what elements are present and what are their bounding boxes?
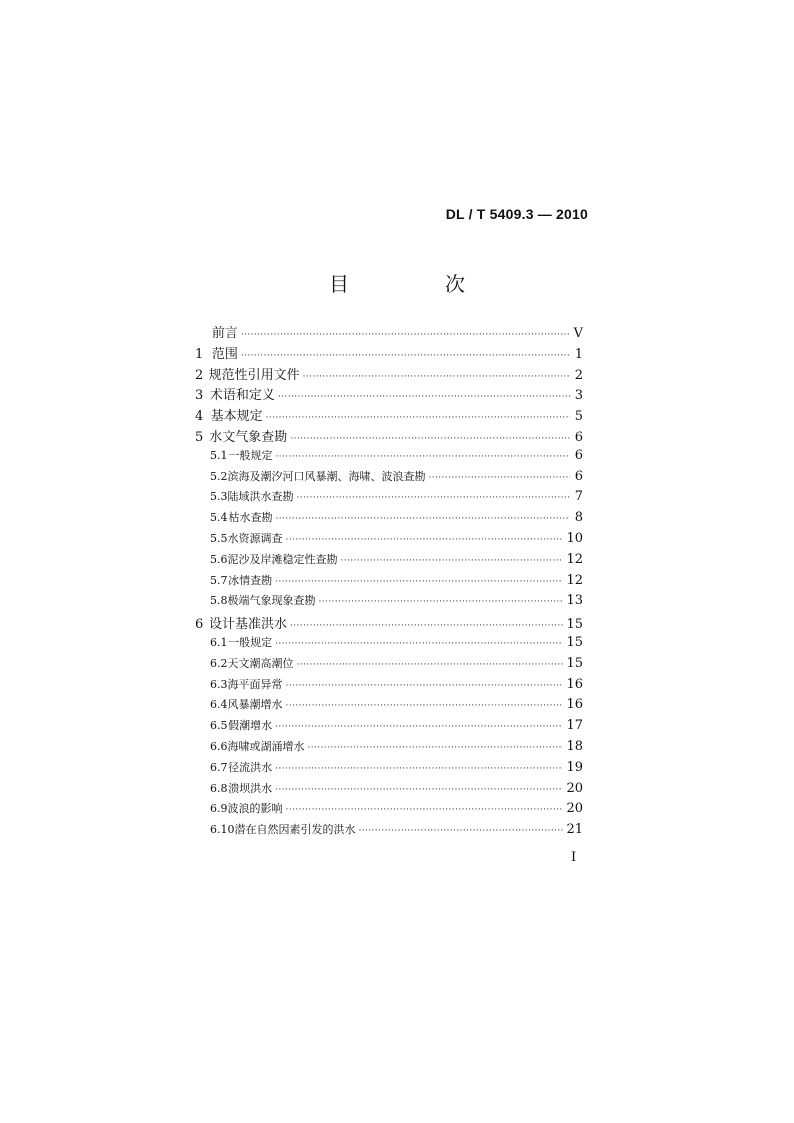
toc-entry-title: 泥沙及岸滩稳定性查勘 [227, 552, 338, 566]
toc-entry[interactable] [195, 759, 583, 780]
toc-entry-title: 规范性引用文件 [208, 367, 300, 383]
toc-leader-dots [286, 701, 564, 711]
toc-leader-dots [290, 621, 563, 631]
toc-entry[interactable] [195, 468, 583, 489]
toc-entry-page: 6 [574, 468, 583, 484]
toc-entry-number: 5.6 [210, 552, 228, 566]
toc-entry-number: 5.7 [210, 573, 228, 587]
toc-entry[interactable] [195, 509, 583, 530]
toc-entry-title: 极端气象现象查勘 [227, 594, 316, 608]
toc-entry[interactable] [195, 655, 583, 676]
toc-entry-title: 冰情查勘 [228, 573, 273, 587]
toc-leader-dots [341, 556, 564, 566]
toc-entry-page: 17 [566, 718, 583, 734]
toc-entry-page: 2 [574, 367, 583, 383]
toc-leader-dots [275, 785, 563, 795]
toc-leader-dots [275, 514, 570, 524]
toc-entry-page: 15 [566, 634, 583, 650]
toc-entry-number: 6.1 [210, 635, 228, 649]
toc-entry-number: 6.4 [210, 698, 228, 712]
toc-entry[interactable] [195, 821, 583, 842]
toc-entry[interactable] [195, 488, 583, 509]
toc-entry-number: 5.2 [210, 469, 228, 483]
toc-entry-number: 5.3 [210, 490, 228, 504]
toc-entry[interactable] [195, 780, 583, 801]
toc-entry[interactable] [195, 592, 583, 613]
toc-entry-title: 术语和定义 [209, 388, 275, 404]
toc-entry-page: 10 [566, 530, 583, 546]
toc-entry-page: 15 [566, 655, 583, 671]
toc-entry-page: 21 [566, 822, 583, 838]
toc-entry-title: 天文潮高潮位 [227, 656, 294, 670]
toc-entry-page: 15 [566, 617, 583, 633]
toc-entry[interactable] [195, 613, 583, 634]
toc-entry-number: 6.6 [210, 739, 228, 753]
toc-entry-title: 滨海及潮汐河口风暴潮、海啸、波浪查勘 [227, 469, 426, 483]
toc-leader-dots [286, 681, 564, 691]
toc-entry-title: 基本规定 [210, 409, 263, 425]
toc-entry[interactable] [195, 384, 583, 405]
toc-leader-dots [241, 351, 570, 361]
toc-entry[interactable] [195, 738, 583, 759]
toc-leader-dots [275, 764, 563, 774]
table-of-contents [195, 322, 583, 842]
toc-entry-title: 风暴潮增水 [227, 698, 283, 712]
toc-entry-title: 海平面异常 [227, 677, 283, 691]
toc-entry[interactable] [195, 426, 583, 447]
toc-entry[interactable] [195, 717, 583, 738]
toc-entry-title: 范围 [211, 346, 238, 362]
toc-entry-title: 径流洪水 [228, 760, 273, 774]
toc-entry-number: 5.4 [210, 511, 228, 525]
toc-entry-title: 潜在自然因素引发的洪水 [234, 823, 356, 837]
toc-leader-dots [297, 493, 571, 503]
toc-entry[interactable] [195, 551, 583, 572]
toc-leader-dots [359, 826, 564, 836]
toc-entry-number: 5.5 [210, 531, 228, 545]
toc-entry-number: 6.3 [210, 677, 228, 691]
toc-entry[interactable] [195, 696, 583, 717]
toc-leader-dots [319, 597, 564, 607]
toc-entry-title: 海啸或湖涌增水 [227, 739, 305, 753]
toc-entry[interactable] [195, 322, 583, 343]
toc-leader-dots [275, 639, 563, 649]
toc-entry-page: 12 [566, 551, 583, 567]
toc-entry-page: 20 [566, 780, 583, 796]
toc-entry-number: 5.8 [210, 594, 228, 608]
toc-entry-title: 陆域洪水查勘 [227, 490, 294, 504]
toc-entry-number: 1 [195, 346, 204, 362]
toc-leader-dots [303, 372, 570, 382]
toc-entry-page: 7 [574, 489, 583, 505]
toc-entry-number: 6 [195, 617, 204, 633]
toc-entry-page: 12 [566, 572, 583, 588]
document-code: DL / T 5409.3 — 2010 [445, 206, 588, 222]
toc-entry[interactable] [195, 405, 583, 426]
toc-entry-page: V [573, 326, 583, 341]
toc-entry[interactable] [195, 634, 583, 655]
toc-entry-title: 假潮增水 [228, 719, 273, 733]
toc-entry-title: 前言 [211, 326, 238, 341]
toc-entry-page: 8 [574, 510, 583, 526]
toc-leader-dots [241, 330, 570, 340]
toc-entry-page: 16 [566, 697, 583, 713]
toc-leader-dots [297, 660, 564, 670]
toc-entry-page: 6 [574, 429, 583, 445]
toc-leader-dots [286, 805, 564, 815]
toc-entry[interactable] [195, 364, 583, 385]
toc-title: 目 次 [329, 272, 503, 296]
toc-entry-number: 6.8 [210, 781, 228, 795]
toc-leader-dots [275, 452, 570, 462]
toc-entry-number: 6.10 [210, 823, 235, 837]
toc-entry-page: 6 [574, 447, 583, 463]
toc-entry[interactable] [195, 572, 583, 593]
toc-entry-page: 1 [574, 346, 583, 362]
toc-entry-page: 13 [566, 593, 583, 609]
toc-leader-dots [278, 392, 570, 402]
toc-entry-page: 19 [566, 759, 583, 775]
toc-leader-dots [275, 577, 563, 587]
toc-entry-page: 16 [566, 676, 583, 692]
toc-entry-page: 20 [566, 801, 583, 817]
toc-entry[interactable] [195, 676, 583, 697]
toc-leader-dots [275, 722, 563, 732]
toc-entry-page: 3 [574, 388, 583, 404]
toc-entry-number: 6.5 [210, 719, 228, 733]
toc-entry-number: 5.1 [210, 448, 228, 462]
toc-entry[interactable] [195, 447, 583, 468]
toc-entry-number: 4 [195, 409, 204, 425]
toc-entry-title: 枯水查勘 [228, 511, 273, 525]
toc-leader-dots [286, 535, 564, 545]
toc-leader-dots [308, 743, 564, 753]
toc-entry-number: 6.2 [210, 656, 228, 670]
toc-leader-dots [266, 413, 570, 423]
toc-entry-title: 设计基准洪水 [208, 617, 287, 633]
toc-entry-title: 波浪的影响 [227, 802, 283, 816]
toc-entry-title: 溃坝洪水 [228, 781, 273, 795]
toc-entry-number: 6.9 [210, 802, 228, 816]
page-number: I [571, 850, 577, 865]
toc-entry-number: 2 [195, 367, 204, 383]
toc-entry[interactable] [195, 343, 583, 364]
toc-entry-title: 水文气象查勘 [209, 429, 288, 445]
toc-entry-title: 一般规定 [228, 635, 273, 649]
toc-entry-title: 水资源调查 [227, 531, 283, 545]
toc-entry-page: 5 [574, 409, 583, 425]
toc-leader-dots [429, 473, 571, 483]
toc-entry-number: 3 [195, 388, 204, 404]
toc-entry-number: 5 [195, 429, 204, 445]
toc-entry[interactable] [195, 530, 583, 551]
toc-entry-page: 18 [566, 738, 583, 754]
toc-leader-dots [290, 434, 570, 444]
toc-entry[interactable] [195, 800, 583, 821]
toc-entry-title: 一般规定 [228, 448, 273, 462]
toc-entry-number: 6.7 [210, 760, 228, 774]
